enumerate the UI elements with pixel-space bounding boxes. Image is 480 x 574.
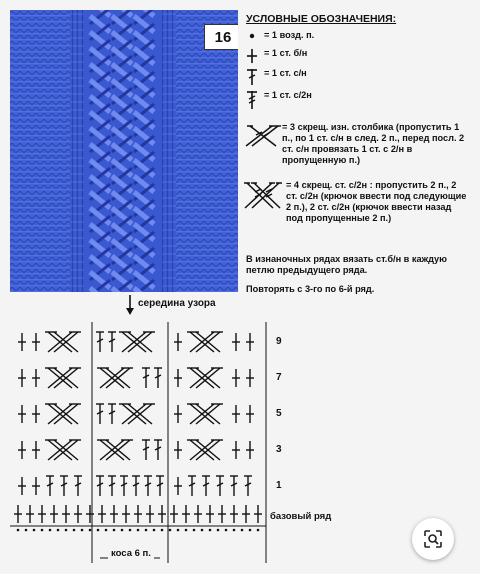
chart-row [18, 368, 254, 388]
chart-row [18, 404, 254, 424]
crochet-chart [10, 318, 330, 568]
note-repeat: Повторять с 3-го по 6-й ряд. [246, 284, 375, 294]
row-number: 7 [276, 372, 282, 383]
single-crochet-icon [242, 48, 264, 64]
legend-item-chain [242, 30, 314, 42]
chart-base-row [14, 505, 262, 531]
base-row-label: базовый ряд [270, 511, 332, 522]
legend-text: = 1 возд. п. [264, 30, 315, 40]
treble-crochet-icon [242, 90, 264, 110]
four-cross-icon [242, 180, 286, 210]
legend-item-single [242, 48, 307, 64]
legend-title: УСЛОВНЫЕ ОБОЗНАЧЕНИЯ: [246, 13, 397, 25]
down-arrow-icon [124, 294, 136, 316]
knit-sample-photo [10, 10, 238, 292]
chain-stitch-icon [242, 30, 264, 42]
chart-row [18, 476, 252, 496]
row-number: 5 [276, 408, 282, 419]
pattern-center-label: середина узора [138, 298, 216, 309]
legend-text: = 4 скрещ. ст. с/2н : пропустить 2 п., 2 ст. с/2н (крючок ввести под следующие 2 п.), 2 ст. с/2н (крючок ввести назад под пропущенные 2 п.) [286, 180, 467, 223]
legend-text: = 1 ст. с/н [264, 68, 307, 78]
note-wrong-side-rows: В изнаночных рядах вязать ст.б/н в каждую петлю предыдущего ряда. [246, 254, 447, 275]
chart-frame [10, 322, 266, 563]
legend-text: = 1 ст. с/2н [264, 90, 312, 100]
legend-item-double [242, 68, 307, 86]
braid-width-label: коса 6 п. [108, 548, 154, 559]
three-cross-icon [242, 122, 282, 148]
legend-text: = 3 скрещ. изн. столбика (пропустить 1 п., по 1 ст. с/н в след. 2 п., перед посл. 2 ст. с/н провязать 1 ст. с 2/н в пропущенную п.) [282, 122, 465, 165]
row-number: 1 [276, 480, 282, 491]
visual-search-button[interactable] [412, 518, 454, 560]
double-crochet-icon [242, 68, 264, 86]
legend-text: = 1 ст. б/н [264, 48, 308, 58]
chart-row [18, 332, 254, 352]
legend-item-three-cross [242, 122, 472, 166]
row-number: 9 [276, 336, 282, 347]
lens-icon [422, 528, 444, 550]
row-number: 3 [276, 444, 282, 455]
legend-item-four-cross [242, 180, 472, 224]
figure-number-badge: 16 [204, 24, 238, 50]
legend-item-treble [242, 90, 312, 110]
chart-row [18, 440, 254, 460]
legend [238, 10, 474, 310]
